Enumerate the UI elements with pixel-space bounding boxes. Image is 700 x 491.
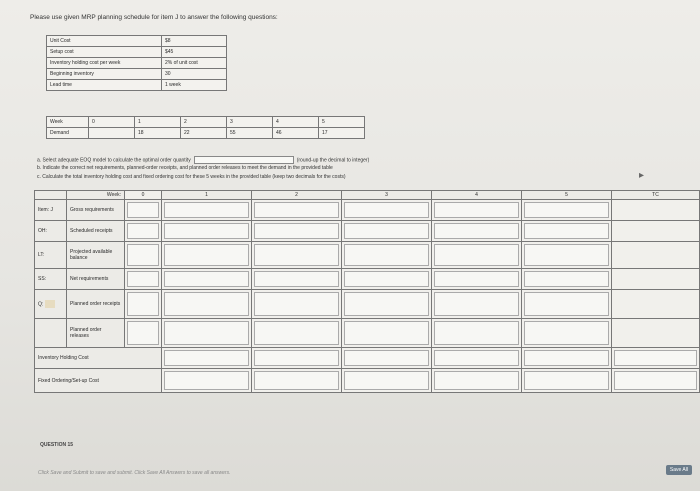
demand-cell: 22 bbox=[181, 128, 227, 139]
prompt-text: Please use given MRP planning schedule for item J to answer the following questions: bbox=[30, 14, 278, 21]
table-row bbox=[47, 69, 227, 80]
releases-input-1[interactable] bbox=[164, 321, 249, 345]
footer-instructions: Click Save and Submit to save and submit. Click Save All Answers to save all answers. bbox=[38, 470, 231, 476]
week-cell: 1 bbox=[135, 117, 181, 128]
receipts-input-0[interactable] bbox=[127, 292, 159, 316]
holding-cost-label: Inventory Holding Cost bbox=[35, 348, 162, 369]
demand-cell: 55 bbox=[227, 128, 273, 139]
releases-input-3[interactable] bbox=[344, 321, 429, 345]
scheduled-input-2[interactable] bbox=[254, 223, 339, 239]
week-cell: 2 bbox=[181, 117, 227, 128]
scheduled-input-4[interactable] bbox=[434, 223, 519, 239]
param-value: 30 bbox=[162, 69, 227, 80]
parameters-table bbox=[46, 35, 227, 91]
week-header: 4 bbox=[432, 191, 522, 200]
table-row bbox=[35, 348, 700, 369]
week-header: 2 bbox=[252, 191, 342, 200]
week-label: Week: bbox=[106, 192, 121, 198]
week-cell: 5 bbox=[319, 117, 365, 128]
mouse-cursor-icon: ▸ bbox=[639, 170, 645, 181]
demand-cell bbox=[89, 128, 135, 139]
row-label-receipts: Planned order receipts bbox=[67, 290, 125, 319]
projected-input-2[interactable] bbox=[254, 244, 339, 266]
week-header: Week bbox=[47, 117, 89, 128]
fixed-input-4[interactable] bbox=[434, 371, 519, 390]
param-label: Inventory holding cost per week bbox=[47, 58, 162, 69]
receipts-input-4[interactable] bbox=[434, 292, 519, 316]
fixed-total-input[interactable] bbox=[614, 371, 697, 390]
scheduled-input-3[interactable] bbox=[344, 223, 429, 239]
param-value: 1 week bbox=[162, 80, 227, 91]
net-input-2[interactable] bbox=[254, 271, 339, 287]
table-row bbox=[35, 369, 700, 393]
row-label-gross: Gross requirements bbox=[67, 200, 125, 221]
param-value: $45 bbox=[162, 47, 227, 58]
net-input-5[interactable] bbox=[524, 271, 609, 287]
fixed-input-3[interactable] bbox=[344, 371, 429, 390]
receipts-input-1[interactable] bbox=[164, 292, 249, 316]
lt-label: LT: bbox=[35, 242, 67, 269]
eoq-answer-input[interactable] bbox=[194, 156, 294, 164]
net-input-0[interactable] bbox=[127, 271, 159, 287]
gross-input-2[interactable] bbox=[254, 202, 339, 218]
question-b: b. Indicate the correct net requirements, planned-order receipts, and planned order releases to meet the demand in the provided table bbox=[37, 165, 333, 171]
fixed-input-2[interactable] bbox=[254, 371, 339, 390]
row-label-scheduled: Scheduled receipts bbox=[67, 221, 125, 242]
param-label: Setup cost bbox=[47, 47, 162, 58]
week-header: 1 bbox=[162, 191, 252, 200]
net-input-4[interactable] bbox=[434, 271, 519, 287]
mrp-table bbox=[34, 190, 700, 393]
net-input-1[interactable] bbox=[164, 271, 249, 287]
item-label: Item: J bbox=[35, 200, 67, 221]
row-label-releases: Planned order releases bbox=[67, 319, 125, 348]
table-row bbox=[47, 58, 227, 69]
week-0: 0 bbox=[125, 191, 162, 200]
q-label: Q: bbox=[38, 301, 44, 308]
param-value: 2% of unit cost bbox=[162, 58, 227, 69]
gross-input-0[interactable] bbox=[127, 202, 159, 218]
holding-input-5[interactable] bbox=[524, 350, 609, 366]
table-row bbox=[47, 80, 227, 91]
table-row bbox=[35, 242, 700, 269]
holding-input-1[interactable] bbox=[164, 350, 249, 366]
param-label: Lead time bbox=[47, 80, 162, 91]
table-row bbox=[47, 36, 227, 47]
tc-header: TC bbox=[612, 191, 700, 200]
gross-input-1[interactable] bbox=[164, 202, 249, 218]
week-cell: 4 bbox=[273, 117, 319, 128]
projected-input-4[interactable] bbox=[434, 244, 519, 266]
week-cell: 0 bbox=[89, 117, 135, 128]
question-a bbox=[37, 156, 369, 164]
demand-header: Demand bbox=[47, 128, 89, 139]
releases-input-4[interactable] bbox=[434, 321, 519, 345]
releases-input-5[interactable] bbox=[524, 321, 609, 345]
week-header: 3 bbox=[342, 191, 432, 200]
week-cell: 3 bbox=[227, 117, 273, 128]
table-row bbox=[47, 117, 365, 128]
oh-label: OH: bbox=[35, 221, 67, 242]
table-row bbox=[35, 319, 700, 348]
projected-input-5[interactable] bbox=[524, 244, 609, 266]
scheduled-input-0[interactable] bbox=[127, 223, 159, 239]
table-row bbox=[47, 128, 365, 139]
scheduled-input-5[interactable] bbox=[524, 223, 609, 239]
demand-cell: 46 bbox=[273, 128, 319, 139]
projected-input-0[interactable] bbox=[127, 244, 159, 266]
week-header: 5 bbox=[522, 191, 612, 200]
table-row bbox=[35, 191, 700, 200]
receipts-input-5[interactable] bbox=[524, 292, 609, 316]
fixed-input-5[interactable] bbox=[524, 371, 609, 390]
table-row bbox=[35, 290, 700, 319]
projected-input-3[interactable] bbox=[344, 244, 429, 266]
row-label-net: Net requirements bbox=[67, 269, 125, 290]
releases-input-2[interactable] bbox=[254, 321, 339, 345]
question-a-suffix: (round-up the decimal to integer) bbox=[296, 157, 370, 164]
receipts-input-3[interactable] bbox=[344, 292, 429, 316]
table-row bbox=[35, 200, 700, 221]
q-input[interactable] bbox=[45, 300, 55, 308]
param-label: Unit Cost bbox=[47, 36, 162, 47]
param-value: $8 bbox=[162, 36, 227, 47]
holding-input-2[interactable] bbox=[254, 350, 339, 366]
table-row bbox=[47, 47, 227, 58]
fixed-cost-label: Fixed Ordering/Set-up Cost bbox=[35, 369, 162, 393]
question-label: QUESTION 15 bbox=[40, 442, 74, 448]
gross-input-4[interactable] bbox=[434, 202, 519, 218]
question-c: c. Calculate the total inventory holding cost and fixed ordering cost for these 5 weeks in the provided table (keep two decimals for the costs) bbox=[37, 174, 346, 180]
projected-input-1[interactable] bbox=[164, 244, 249, 266]
holding-input-4[interactable] bbox=[434, 350, 519, 366]
table-row bbox=[35, 269, 700, 290]
holding-total-input[interactable] bbox=[614, 350, 697, 366]
gross-input-3[interactable] bbox=[344, 202, 429, 218]
param-label: Beginning inventory bbox=[47, 69, 162, 80]
releases-input-0[interactable] bbox=[127, 321, 159, 345]
save-all-button[interactable]: Save All bbox=[666, 465, 692, 475]
demand-table bbox=[46, 116, 365, 139]
fixed-input-1[interactable] bbox=[164, 371, 249, 390]
net-input-3[interactable] bbox=[344, 271, 429, 287]
demand-cell: 17 bbox=[319, 128, 365, 139]
scheduled-input-1[interactable] bbox=[164, 223, 249, 239]
receipts-input-2[interactable] bbox=[254, 292, 339, 316]
question-a-text: a. Select adequate EOQ model to calculate the optimal order quantity bbox=[37, 157, 191, 164]
table-row bbox=[35, 221, 700, 242]
demand-cell: 18 bbox=[135, 128, 181, 139]
ss-label: SS: bbox=[35, 269, 67, 290]
row-label-projected: Projected available balance bbox=[67, 242, 125, 269]
gross-input-5[interactable] bbox=[524, 202, 609, 218]
holding-input-3[interactable] bbox=[344, 350, 429, 366]
